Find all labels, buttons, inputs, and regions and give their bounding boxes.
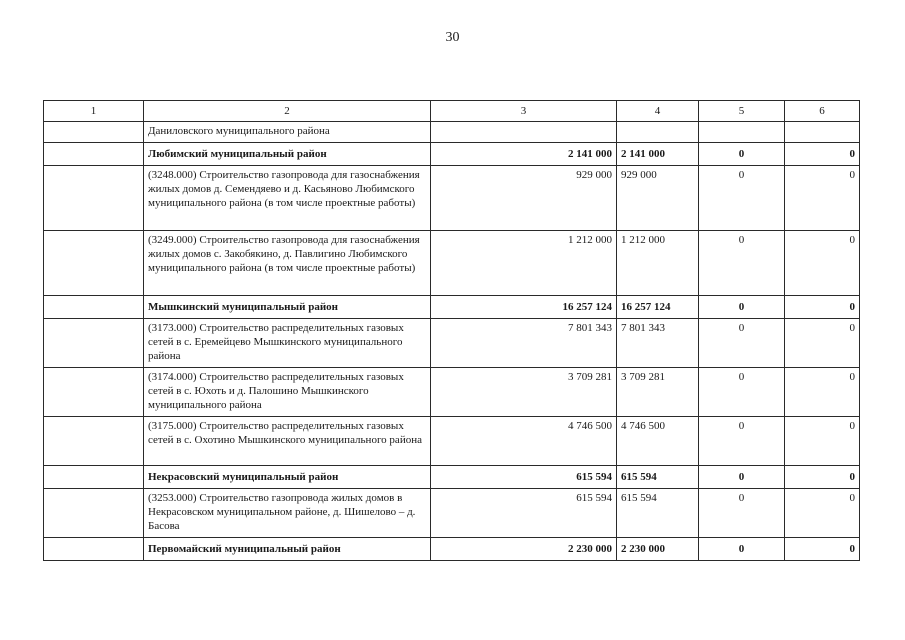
amount-total-cell: 2 230 000 <box>431 538 617 561</box>
amount-col6-cell: 0 <box>785 368 860 417</box>
row-number-cell <box>44 166 144 231</box>
amount-col6-cell: 0 <box>785 143 860 166</box>
amount-col5-cell: 0 <box>699 166 785 231</box>
header-cell-3: 3 <box>431 101 617 122</box>
amount-col5-cell: 0 <box>699 296 785 319</box>
amount-total-cell: 3 709 281 <box>431 368 617 417</box>
description-cell: Некрасовский муниципальный район <box>144 466 431 489</box>
row-number-cell <box>44 466 144 489</box>
amount-total-cell: 615 594 <box>431 489 617 538</box>
amount-year-cell: 929 000 <box>617 166 699 231</box>
row-number-cell <box>44 143 144 166</box>
amount-col5-cell: 0 <box>699 466 785 489</box>
amount-year-cell: 7 801 343 <box>617 319 699 368</box>
amount-col6-cell: 0 <box>785 417 860 466</box>
table-row <box>44 231 860 296</box>
amount-col5-cell: 0 <box>699 231 785 296</box>
budget-table <box>43 100 860 561</box>
header-cell-6: 6 <box>785 101 860 122</box>
amount-col6-cell: 0 <box>785 319 860 368</box>
amount-col6-cell: 0 <box>785 466 860 489</box>
amount-col5-cell: 0 <box>699 143 785 166</box>
table-row <box>44 489 860 538</box>
amount-total-cell: 1 212 000 <box>431 231 617 296</box>
amount-col6-cell: 0 <box>785 166 860 231</box>
amount-col5-cell: 0 <box>699 368 785 417</box>
amount-col6-cell: 0 <box>785 231 860 296</box>
amount-year-cell: 16 257 124 <box>617 296 699 319</box>
amount-total-cell: 929 000 <box>431 166 617 231</box>
amount-total-cell <box>431 122 617 143</box>
row-number-cell <box>44 489 144 538</box>
row-number-cell <box>44 122 144 143</box>
amount-col6-cell: 0 <box>785 296 860 319</box>
amount-year-cell: 4 746 500 <box>617 417 699 466</box>
district-total-row <box>44 538 860 561</box>
amount-year-cell: 615 594 <box>617 466 699 489</box>
description-cell: (3174.000) Строительство распределительных газовых сетей в с. Юхоть и д. Палошино Мышкинского муниципального района <box>144 368 431 417</box>
amount-year-cell: 1 212 000 <box>617 231 699 296</box>
amount-year-cell: 3 709 281 <box>617 368 699 417</box>
page-number: 30 <box>445 30 460 45</box>
description-cell: (3175.000) Строительство распределительных газовых сетей в с. Охотино Мышкинского муниципального района <box>144 417 431 466</box>
row-number-cell <box>44 538 144 561</box>
description-cell: Мышкинский муниципальный район <box>144 296 431 319</box>
amount-col5-cell: 0 <box>699 417 785 466</box>
district-total-row <box>44 296 860 319</box>
amount-total-cell: 7 801 343 <box>431 319 617 368</box>
table-header-row <box>44 101 860 122</box>
description-cell: (3253.000) Строительство газопровода жилых домов в Некрасовском муниципальном районе, д. Шишелово – д. Басова <box>144 489 431 538</box>
amount-col5-cell: 0 <box>699 319 785 368</box>
description-cell: (3248.000) Строительство газопровода для газоснабжения жилых домов д. Семендяево и д. Касьяново Любимского муниципального района (в том числе проектные работы) <box>144 166 431 231</box>
amount-total-cell: 615 594 <box>431 466 617 489</box>
amount-col6-cell <box>785 122 860 143</box>
row-number-cell <box>44 296 144 319</box>
header-cell-5: 5 <box>699 101 785 122</box>
table-row <box>44 166 860 231</box>
amount-year-cell <box>617 122 699 143</box>
table-row <box>44 319 860 368</box>
description-cell: Даниловского муниципального района <box>144 122 431 143</box>
row-number-cell <box>44 368 144 417</box>
amount-year-cell: 2 230 000 <box>617 538 699 561</box>
header-cell-4: 4 <box>617 101 699 122</box>
amount-col5-cell: 0 <box>699 538 785 561</box>
amount-col6-cell: 0 <box>785 489 860 538</box>
amount-total-cell: 2 141 000 <box>431 143 617 166</box>
amount-col5-cell <box>699 122 785 143</box>
description-cell: (3249.000) Строительство газопровода для газоснабжения жилых домов с. Закобякино, д. Павлигино Любимского муниципального района (в том числе проектные работы) <box>144 231 431 296</box>
amount-col5-cell: 0 <box>699 489 785 538</box>
row-number-cell <box>44 417 144 466</box>
table-row <box>44 368 860 417</box>
amount-year-cell: 2 141 000 <box>617 143 699 166</box>
district-total-row <box>44 143 860 166</box>
district-total-row <box>44 466 860 489</box>
row-number-cell <box>44 319 144 368</box>
amount-col6-cell: 0 <box>785 538 860 561</box>
amount-total-cell: 4 746 500 <box>431 417 617 466</box>
amount-total-cell: 16 257 124 <box>431 296 617 319</box>
description-cell: Любимский муниципальный район <box>144 143 431 166</box>
header-cell-1: 1 <box>44 101 144 122</box>
row-number-cell <box>44 231 144 296</box>
description-cell: (3173.000) Строительство распределительных газовых сетей в с. Еремейцево Мышкинского муниципального района <box>144 319 431 368</box>
description-cell: Первомайский муниципальный район <box>144 538 431 561</box>
table-row <box>44 122 860 143</box>
header-cell-2: 2 <box>144 101 431 122</box>
table-row <box>44 417 860 466</box>
amount-year-cell: 615 594 <box>617 489 699 538</box>
